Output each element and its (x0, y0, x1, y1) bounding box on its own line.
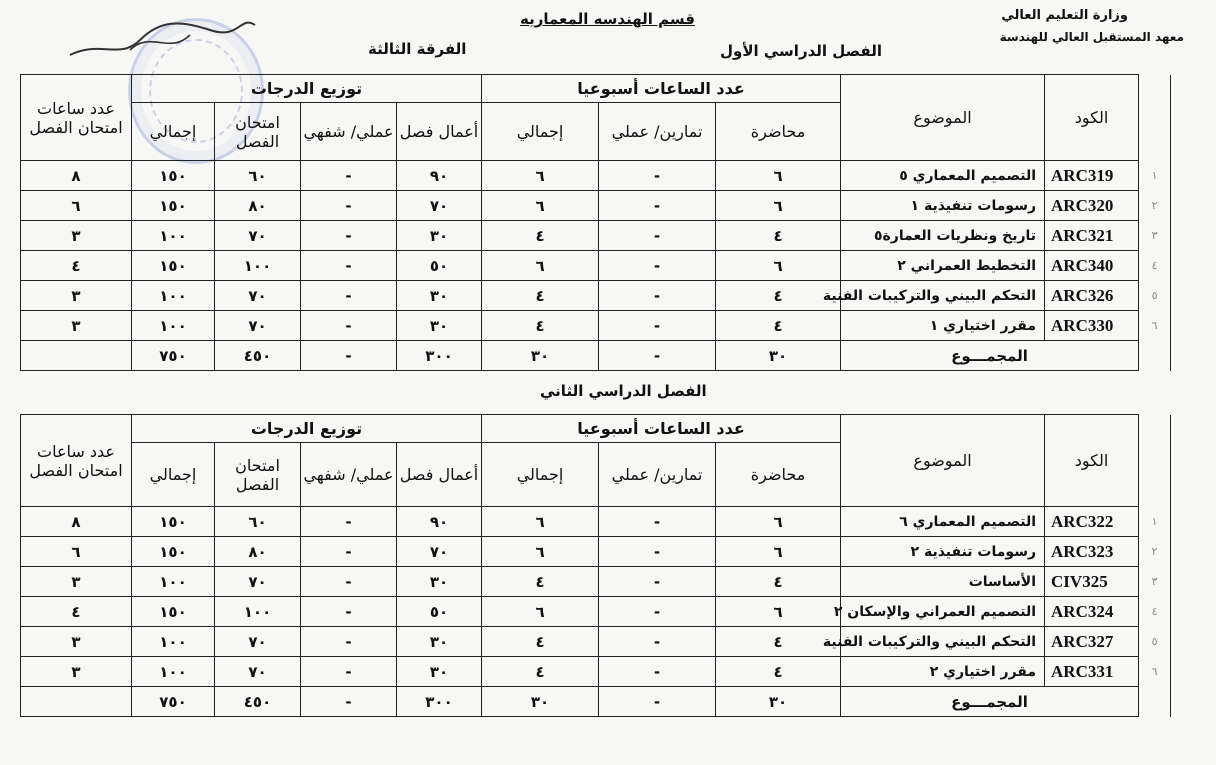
cell-grades-total: ١٥٠ (132, 507, 215, 537)
course-row (21, 311, 1171, 341)
cell-practical-oral: - (301, 191, 397, 221)
cell-hours-total: ٤ (482, 281, 599, 311)
row-index: ٣ (1139, 567, 1171, 597)
col-practical-oral: عملي/ شفهي (301, 103, 397, 161)
course-code: ARC323 (1045, 537, 1139, 567)
cell-exercises: - (599, 627, 716, 657)
cell-coursework: ٩٠ (397, 507, 482, 537)
col-subject: الموضوع (841, 415, 1045, 507)
course-code: ARC327 (1045, 627, 1139, 657)
col-hours-total: إجمالي (482, 103, 599, 161)
cell-exam-hours: ٨ (21, 161, 132, 191)
course-subject: رسومات تنفيذية ١ (841, 191, 1045, 221)
course-row (21, 191, 1171, 221)
course-code: ARC324 (1045, 597, 1139, 627)
cell-grades-total: ١٠٠ (132, 567, 215, 597)
total-label: المجمـــوع (841, 341, 1139, 371)
cell-coursework: ٥٠ (397, 251, 482, 281)
cell-practical-oral: - (301, 281, 397, 311)
cell-coursework: ٣٠ (397, 657, 482, 687)
cell-lecture: ٦ (716, 161, 841, 191)
total-hours-total: ٣٠ (482, 341, 599, 371)
course-row (21, 537, 1171, 567)
course-subject: الأساسات (841, 567, 1045, 597)
course-subject: تاريخ ونظريات العمارة٥ (841, 221, 1045, 251)
cell-lecture: ٤ (716, 627, 841, 657)
course-row (21, 597, 1171, 627)
cell-exercises: - (599, 537, 716, 567)
col-grades-dist: توزيع الدرجات (132, 75, 482, 103)
col-exam-hours: عدد ساعات امتحان الفصل (21, 415, 132, 507)
total-lecture: ٣٠ (716, 687, 841, 717)
department-title: قسم الهندسه المعماريه (520, 10, 695, 28)
cell-hours-total: ٤ (482, 657, 599, 687)
col-coursework: أعمال فصل (397, 103, 482, 161)
cell-exercises: - (599, 567, 716, 597)
course-code: ARC331 (1045, 657, 1139, 687)
cell-hours-total: ٦ (482, 537, 599, 567)
cell-exam-hours: ٤ (21, 597, 132, 627)
course-subject: التخطيط العمراني ٢ (841, 251, 1045, 281)
total-term-exam: ٤٥٠ (215, 341, 301, 371)
total-exam-hours (21, 687, 132, 717)
total-exercises: - (599, 687, 716, 717)
cell-grades-total: ١٠٠ (132, 657, 215, 687)
col-term-exam: امتحان الفصل (215, 103, 301, 161)
cell-term-exam: ١٠٠ (215, 251, 301, 281)
cell-lecture: ٤ (716, 221, 841, 251)
term1-table (20, 74, 1171, 371)
row-index: ٣ (1139, 221, 1171, 251)
cell-exercises: - (599, 657, 716, 687)
cell-lecture: ٤ (716, 657, 841, 687)
handwritten-signature (60, 10, 260, 70)
cell-hours-total: ٤ (482, 627, 599, 657)
cell-term-exam: ١٠٠ (215, 597, 301, 627)
cell-exam-hours: ٣ (21, 221, 132, 251)
total-coursework: ٣٠٠ (397, 687, 482, 717)
cell-practical-oral: - (301, 251, 397, 281)
cell-exam-hours: ٦ (21, 537, 132, 567)
cell-coursework: ٩٠ (397, 161, 482, 191)
row-index: ٤ (1139, 251, 1171, 281)
col-exercises: تمارين/ عملي (599, 443, 716, 507)
total-term-exam: ٤٥٠ (215, 687, 301, 717)
cell-exercises: - (599, 507, 716, 537)
row-index: ٤ (1139, 597, 1171, 627)
ministry-title: وزارة التعليم العالي (1001, 8, 1128, 23)
course-row (21, 251, 1171, 281)
cell-coursework: ٣٠ (397, 281, 482, 311)
term2-title: الفصل الدراسي الثاني (540, 382, 707, 400)
total-row (21, 341, 1171, 371)
cell-hours-total: ٦ (482, 251, 599, 281)
cell-term-exam: ٨٠ (215, 537, 301, 567)
cell-exercises: - (599, 251, 716, 281)
course-row (21, 657, 1171, 687)
cell-exam-hours: ٦ (21, 191, 132, 221)
col-weekly-hours: عدد الساعات أسبوعيا (482, 415, 841, 443)
cell-grades-total: ١٥٠ (132, 251, 215, 281)
course-code: CIV325 (1045, 567, 1139, 597)
cell-coursework: ٣٠ (397, 311, 482, 341)
cell-exam-hours: ٣ (21, 311, 132, 341)
row-index: ١ (1139, 161, 1171, 191)
col-code: الكود (1045, 75, 1139, 161)
col-subject: الموضوع (841, 75, 1045, 161)
cell-lecture: ٦ (716, 507, 841, 537)
col-practical-oral: عملي/ شفهي (301, 443, 397, 507)
cell-lecture: ٤ (716, 311, 841, 341)
course-row (21, 161, 1171, 191)
col-exam-hours: عدد ساعات امتحان الفصل (21, 75, 132, 161)
year-title: الفرقة الثالثة (368, 40, 467, 58)
cell-coursework: ٣٠ (397, 221, 482, 251)
course-code: ARC320 (1045, 191, 1139, 221)
cell-exercises: - (599, 311, 716, 341)
cell-lecture: ٤ (716, 281, 841, 311)
total-coursework: ٣٠٠ (397, 341, 482, 371)
total-label: المجمـــوع (841, 687, 1139, 717)
col-grades-dist: توزيع الدرجات (132, 415, 482, 443)
cell-practical-oral: - (301, 311, 397, 341)
cell-hours-total: ٤ (482, 221, 599, 251)
col-weekly-hours: عدد الساعات أسبوعيا (482, 75, 841, 103)
total-lecture: ٣٠ (716, 341, 841, 371)
cell-hours-total: ٦ (482, 191, 599, 221)
cell-coursework: ٧٠ (397, 537, 482, 567)
cell-practical-oral: - (301, 567, 397, 597)
col-hours-total: إجمالي (482, 443, 599, 507)
course-subject: التصميم العمراني والإسكان ٢ (841, 597, 1045, 627)
course-code: ARC326 (1045, 281, 1139, 311)
cell-hours-total: ٦ (482, 597, 599, 627)
total-grades-total: ٧٥٠ (132, 341, 215, 371)
total-grades-total: ٧٥٠ (132, 687, 215, 717)
cell-practical-oral: - (301, 597, 397, 627)
course-subject: التحكم البيني والتركيبات الفنية (841, 281, 1045, 311)
cell-exercises: - (599, 161, 716, 191)
cell-grades-total: ١٥٠ (132, 597, 215, 627)
course-subject: مقرر اختياري ١ (841, 311, 1045, 341)
cell-lecture: ٦ (716, 251, 841, 281)
total-exam-hours (21, 341, 132, 371)
course-subject: التصميم المعماري ٦ (841, 507, 1045, 537)
col-exercises: تمارين/ عملي (599, 103, 716, 161)
course-code: ARC321 (1045, 221, 1139, 251)
cell-term-exam: ٧٠ (215, 281, 301, 311)
cell-coursework: ٣٠ (397, 627, 482, 657)
cell-grades-total: ١٥٠ (132, 537, 215, 567)
col-term-exam: امتحان الفصل (215, 443, 301, 507)
cell-lecture: ٦ (716, 191, 841, 221)
row-index: ٢ (1139, 537, 1171, 567)
row-index: ٥ (1139, 281, 1171, 311)
cell-hours-total: ٦ (482, 507, 599, 537)
row-index: ٦ (1139, 657, 1171, 687)
cell-term-exam: ٧٠ (215, 221, 301, 251)
cell-hours-total: ٤ (482, 311, 599, 341)
total-hours-total: ٣٠ (482, 687, 599, 717)
cell-term-exam: ٧٠ (215, 567, 301, 597)
cell-term-exam: ٦٠ (215, 161, 301, 191)
course-row (21, 507, 1171, 537)
term2-table (20, 414, 1171, 717)
cell-exam-hours: ٣ (21, 657, 132, 687)
cell-grades-total: ١٠٠ (132, 311, 215, 341)
cell-term-exam: ٧٠ (215, 311, 301, 341)
col-code: الكود (1045, 415, 1139, 507)
cell-exercises: - (599, 221, 716, 251)
course-code: ARC322 (1045, 507, 1139, 537)
course-row (21, 567, 1171, 597)
col-grades-total: إجمالي (132, 443, 215, 507)
course-code: ARC340 (1045, 251, 1139, 281)
cell-grades-total: ١٠٠ (132, 627, 215, 657)
institute-title: معهد المستقبل العالي للهندسة (999, 30, 1184, 44)
cell-exercises: - (599, 597, 716, 627)
col-coursework: أعمال فصل (397, 443, 482, 507)
cell-coursework: ٥٠ (397, 597, 482, 627)
col-lecture: محاضرة (716, 443, 841, 507)
course-code: ARC319 (1045, 161, 1139, 191)
row-index: ٢ (1139, 191, 1171, 221)
row-index: ٦ (1139, 311, 1171, 341)
cell-lecture: ٤ (716, 567, 841, 597)
cell-lecture: ٦ (716, 537, 841, 567)
cell-hours-total: ٤ (482, 567, 599, 597)
total-practical-oral: - (301, 341, 397, 371)
cell-practical-oral: - (301, 507, 397, 537)
cell-term-exam: ٨٠ (215, 191, 301, 221)
cell-grades-total: ١٥٠ (132, 191, 215, 221)
course-subject: مقرر اختياري ٢ (841, 657, 1045, 687)
course-subject: رسومات تنفيذية ٢ (841, 537, 1045, 567)
cell-practical-oral: - (301, 657, 397, 687)
course-subject: التصميم المعماري ٥ (841, 161, 1045, 191)
total-row (21, 687, 1171, 717)
course-code: ARC330 (1045, 311, 1139, 341)
cell-grades-total: ١٠٠ (132, 221, 215, 251)
term1-title: الفصل الدراسي الأول (720, 42, 882, 60)
cell-grades-total: ١٥٠ (132, 161, 215, 191)
cell-coursework: ٣٠ (397, 567, 482, 597)
cell-practical-oral: - (301, 161, 397, 191)
total-practical-oral: - (301, 687, 397, 717)
cell-coursework: ٧٠ (397, 191, 482, 221)
course-subject: التحكم البيني والتركيبات الفنية (841, 627, 1045, 657)
cell-hours-total: ٦ (482, 161, 599, 191)
row-index: ٥ (1139, 627, 1171, 657)
cell-exercises: - (599, 191, 716, 221)
cell-exam-hours: ٣ (21, 627, 132, 657)
course-row (21, 221, 1171, 251)
col-lecture: محاضرة (716, 103, 841, 161)
cell-lecture: ٦ (716, 597, 841, 627)
cell-practical-oral: - (301, 627, 397, 657)
cell-term-exam: ٧٠ (215, 627, 301, 657)
row-index: ١ (1139, 507, 1171, 537)
cell-exam-hours: ٤ (21, 251, 132, 281)
cell-exam-hours: ٣ (21, 281, 132, 311)
cell-exam-hours: ٣ (21, 567, 132, 597)
cell-term-exam: ٧٠ (215, 657, 301, 687)
cell-exam-hours: ٨ (21, 507, 132, 537)
cell-exercises: - (599, 281, 716, 311)
cell-grades-total: ١٠٠ (132, 281, 215, 311)
course-row (21, 627, 1171, 657)
cell-term-exam: ٦٠ (215, 507, 301, 537)
col-grades-total: إجمالي (132, 103, 215, 161)
total-exercises: - (599, 341, 716, 371)
cell-practical-oral: - (301, 537, 397, 567)
cell-practical-oral: - (301, 221, 397, 251)
course-row (21, 281, 1171, 311)
